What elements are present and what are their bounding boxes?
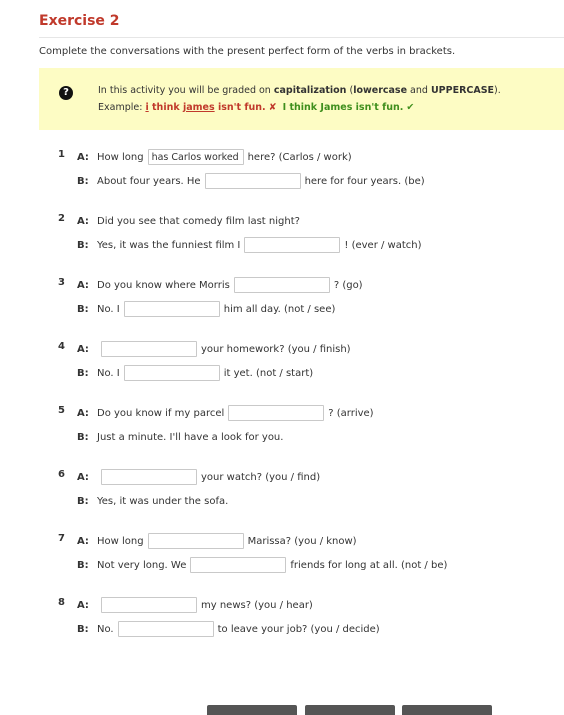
dialogue-line-b: [77, 492, 228, 510]
answer-input[interactable]: [101, 341, 197, 357]
line-text-before: Yes, it was under the sofa.: [97, 495, 229, 507]
question-number: 3: [58, 277, 65, 288]
dialogue-line-a: [77, 468, 320, 486]
title-divider: [39, 37, 564, 38]
speaker-label: B:: [77, 495, 89, 507]
line-text-after: Marissa? (you / know): [247, 535, 357, 547]
grading-note: [39, 68, 564, 130]
question-circle-icon: ?: [59, 86, 73, 100]
answer-input[interactable]: [148, 533, 244, 549]
note-paren-open: (: [346, 85, 354, 96]
note-prefix: In this activity you will be graded on: [98, 85, 274, 96]
line-text-before: Just a minute. I'll have a look for you.: [97, 431, 284, 443]
question-number: 6: [58, 469, 65, 480]
dialogue-line-a: [77, 148, 352, 166]
wrong-example-i: i: [145, 102, 149, 113]
line-text-before: Yes, it was the funniest film I: [97, 239, 241, 251]
line-text-before: Not very long. We: [97, 559, 187, 571]
line-text-after: ? (arrive): [328, 407, 374, 419]
speaker-label: B:: [77, 559, 89, 571]
answer-input[interactable]: [124, 365, 220, 381]
dialogue-line-b: [77, 556, 447, 574]
speaker-label: A:: [77, 599, 89, 611]
answer-input[interactable]: [228, 405, 324, 421]
speaker-label: B:: [77, 367, 89, 379]
line-text-after: ? (go): [333, 279, 363, 291]
dialogue-line-b: [77, 620, 380, 638]
question-number: 5: [58, 405, 65, 416]
speaker-label: B:: [77, 303, 89, 315]
dialogue-line-b: [77, 428, 283, 446]
wrong-example-james: james: [182, 102, 215, 113]
footer-button-1[interactable]: [207, 705, 297, 715]
line-text-before: No. I: [97, 303, 120, 315]
exercise-instruction: Complete the conversations with the present perfect form of the verbs in brackets.: [39, 46, 456, 57]
dialogue-line-b: [77, 300, 335, 318]
answer-input[interactable]: [148, 149, 244, 165]
speaker-label: A:: [77, 535, 89, 547]
footer-button-2[interactable]: [305, 705, 395, 715]
line-text-after: friends for long at all. (not / be): [290, 559, 448, 571]
wrong-example-rest: isn't fun.: [214, 102, 266, 113]
speaker-label: B:: [77, 431, 89, 443]
line-text-after: here for four years. (be): [304, 175, 425, 187]
question-number: 7: [58, 533, 65, 544]
question-number: 1: [58, 149, 65, 160]
note-lowercase: lowercase: [353, 85, 408, 96]
speaker-label: B:: [77, 239, 89, 251]
answer-input[interactable]: [118, 621, 214, 637]
dialogue-line-b: [77, 172, 425, 190]
exercise-title: Exercise 2: [39, 13, 120, 29]
speaker-label: B:: [77, 175, 89, 187]
speaker-label: A:: [77, 215, 89, 227]
line-text-after: my news? (you / hear): [201, 599, 313, 611]
answer-input[interactable]: [101, 469, 197, 485]
dialogue-line-b: [77, 364, 313, 382]
line-text-after: it yet. (not / start): [223, 367, 314, 379]
line-text-after: your watch? (you / find): [201, 471, 321, 483]
note-capitalization: capitalization: [273, 85, 347, 96]
dialogue-line-a: [77, 212, 300, 230]
correct-example: I think James isn't fun.: [282, 102, 404, 113]
answer-input[interactable]: [205, 173, 301, 189]
example-label: Example:: [98, 102, 146, 113]
line-text-before: Do you know if my parcel: [97, 407, 225, 419]
question-number: 8: [58, 597, 65, 608]
footer-button-3[interactable]: [402, 705, 492, 715]
dialogue-line-a: [77, 532, 357, 550]
note-uppercase: UPPERCASE: [430, 85, 495, 96]
line-text-before: How long: [97, 151, 144, 163]
check-icon: ✔: [406, 102, 415, 113]
line-text-after: ! (ever / watch): [344, 239, 422, 251]
line-text-after: him all day. (not / see): [223, 303, 336, 315]
line-text-before: Did you see that comedy film last night?: [97, 215, 300, 227]
question-number: 2: [58, 213, 65, 224]
answer-input[interactable]: [244, 237, 340, 253]
line-text-before: How long: [97, 535, 144, 547]
answer-input[interactable]: [190, 557, 286, 573]
speaker-label: A:: [77, 343, 89, 355]
note-and: and: [407, 85, 431, 96]
cross-icon: ✘: [268, 102, 277, 113]
speaker-label: A:: [77, 471, 89, 483]
answer-input[interactable]: [234, 277, 330, 293]
line-text-before: Do you know where Morris: [97, 279, 230, 291]
grading-note-text: [98, 82, 501, 116]
speaker-label: A:: [77, 407, 89, 419]
dialogue-line-a: [77, 276, 363, 294]
speaker-label: B:: [77, 623, 89, 635]
dialogue-line-a: [77, 596, 313, 614]
answer-input[interactable]: [101, 597, 197, 613]
note-paren-close: ).: [494, 85, 501, 96]
example-line: [98, 99, 501, 116]
dialogue-line-a: [77, 340, 351, 358]
line-text-before: No.: [97, 623, 114, 635]
dialogue-line-a: [77, 404, 374, 422]
answer-input[interactable]: [124, 301, 220, 317]
line-text-before: About four years. He: [97, 175, 201, 187]
dialogue-line-b: [77, 236, 422, 254]
grading-note-line: [98, 82, 501, 99]
line-text-before: No. I: [97, 367, 120, 379]
wrong-example-think: think: [148, 102, 183, 113]
speaker-label: A:: [77, 279, 89, 291]
line-text-after: your homework? (you / finish): [201, 343, 351, 355]
speaker-label: A:: [77, 151, 89, 163]
question-number: 4: [58, 341, 65, 352]
line-text-after: to leave your job? (you / decide): [217, 623, 380, 635]
line-text-after: here? (Carlos / work): [247, 151, 352, 163]
wrong-example: [145, 102, 265, 113]
